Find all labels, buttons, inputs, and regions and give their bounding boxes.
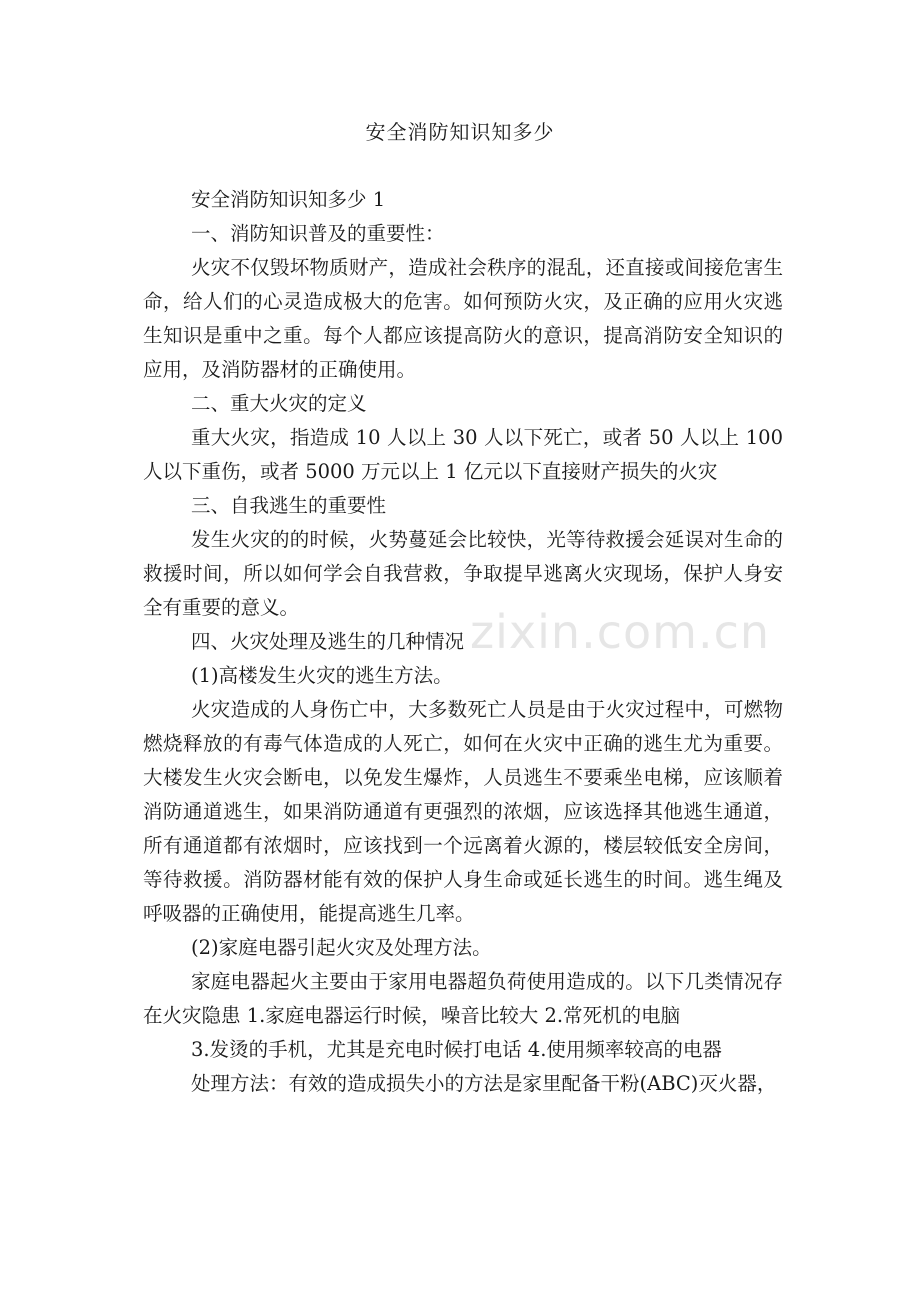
subtitle-paragraph: 安全消防知识知多少 1 xyxy=(191,188,386,211)
subsection-heading-appliances: (2)家庭电器引起火灾及处理方法。 xyxy=(191,936,492,959)
section-heading-situations: 四、火灾处理及逃生的几种情况 xyxy=(191,630,465,653)
section-heading-self-rescue: 三、自我逃生的重要性 xyxy=(191,494,387,517)
body-paragraph: 发生火灾的的时候，火势蔓延会比较快，光等待救援会延误对生命的救援时间，所以如何学会自我营救，争取提早逃离火灾现场，保护人身安全有重要的意义。 xyxy=(143,528,783,619)
body-paragraph: 家庭电器起火主要由于家用电器超负荷使用造成的。以下几类情况存在火灾隐患 1.家庭电器运行时候，噪音比较大 2.常死机的电脑 xyxy=(143,970,783,1027)
subsection-heading-high-rise: (1)高楼发生火灾的逃生方法。 xyxy=(191,664,453,687)
section-heading-definition: 二、重大火灾的定义 xyxy=(191,392,367,415)
body-paragraph: 火灾不仅毁坏物质财产，造成社会秩序的混乱，还直接或间接危害生命，给人们的心灵造成极大的危害。如何预防火灾，及正确的应用火灾逃生知识是重中之重。每个人都应该提高防火的意识，提高消防安全知识的应用，及消防器材的正确使用。 xyxy=(143,256,783,381)
document-title: 安全消防知识知多少 xyxy=(365,120,555,144)
body-paragraph: 火灾造成的人身伤亡中，大多数死亡人员是由于火灾过程中，可燃物燃烧释放的有毒气体造成的人死亡，如何在火灾中正确的逃生尤为重要。大楼发生火灾会断电，以免发生爆炸，人员逃生不要乘坐电梯，应该顺着消防通道逃生，如果消防通道有更强烈的浓烟，应该选择其他逃生通道，所有通道都有浓烟时，应该找到一个远离着火源的，楼层较低安全房间，等待救援。消防器材能有效的保护人身生命或延长逃生的时间。逃生绳及呼吸器的正确使用，能提高逃生几率。 xyxy=(143,698,783,925)
section-heading-importance: 一、消防知识普及的重要性： xyxy=(191,222,445,245)
document-body xyxy=(143,183,783,1101)
body-paragraph: 处理方法：有效的造成损失小的方法是家里配备干粉(ABC)灭火器， xyxy=(191,1072,777,1095)
body-paragraph: 3.发烫的手机，尤其是充电时候打电话 4.使用频率较高的电器 xyxy=(191,1038,722,1061)
watermark-text: zixin.com.cn xyxy=(470,605,771,659)
body-paragraph: 重大火灾，指造成 10 人以上 30 人以下死亡，或者 50 人以上 100 人以下重伤，或者 5000 万元以上 1 亿元以下直接财产损失的火灾 xyxy=(143,426,783,483)
